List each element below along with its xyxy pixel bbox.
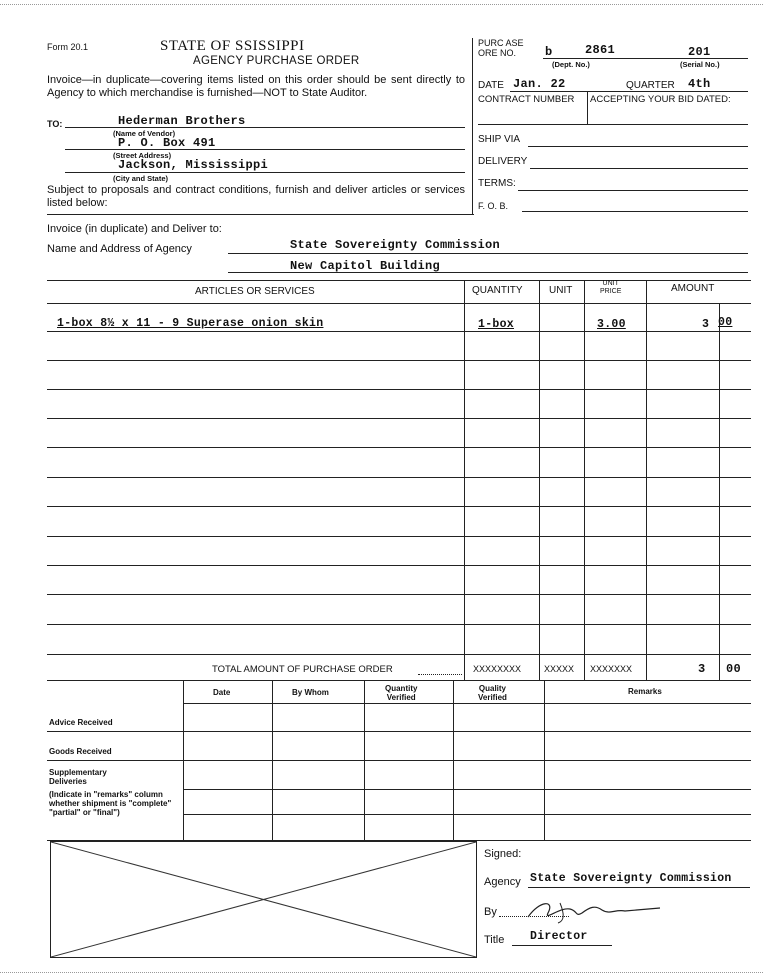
- receipt-row-line-3: [183, 789, 751, 790]
- by-label: By: [484, 906, 497, 918]
- col-header-amount: AMOUNT: [671, 283, 715, 294]
- po-number-line: [543, 58, 748, 59]
- table-row-line: [47, 565, 751, 566]
- sig-agency-line: [528, 887, 750, 888]
- serial-number: 201: [688, 45, 711, 59]
- line-item-amount-cents: 00: [718, 316, 733, 329]
- scan-edge-top: [0, 4, 763, 5]
- title-label: Title: [484, 934, 505, 946]
- vendor-name-line: [65, 127, 465, 128]
- total-leader: [418, 674, 462, 675]
- row-advice-received: Advice Received: [49, 718, 113, 727]
- invoice-instructions: Invoice—in duplicate—covering items listed on this order should be sent directly to Agency to which merchandise is furnished—NOT to State Auditor.: [47, 74, 465, 99]
- form-number: Form 20.1: [47, 42, 89, 52]
- vendor-street: P. O. Box 491: [118, 136, 216, 150]
- invoice-deliver-label: Invoice (in duplicate) and Deliver to:: [47, 223, 222, 235]
- po-prefix: b: [545, 45, 553, 59]
- col-divider-quantity: [539, 280, 540, 680]
- vendor-name-caption: (Name of Vendor): [113, 129, 176, 138]
- receipt-row-line-2: [47, 760, 751, 761]
- vendor-city-caption: (City and State): [113, 174, 169, 183]
- table-row-line: [47, 389, 751, 390]
- total-label: TOTAL AMOUNT OF PURCHASE ORDER: [212, 664, 393, 675]
- vendor-city-line: [65, 172, 465, 173]
- vendor-street-line: [65, 149, 465, 150]
- line-item-unit-price: 3.00: [597, 318, 626, 331]
- quarter-value: 4th: [688, 77, 711, 91]
- vendor-city: Jackson, Mississippi: [118, 158, 269, 172]
- header-divider: [472, 38, 473, 214]
- table-row-line: [47, 594, 751, 595]
- row-supplementary: Supplementary Deliveries: [49, 768, 107, 786]
- table-row-line: [47, 624, 751, 625]
- col-divider-articles: [464, 280, 465, 680]
- delivery-line: [530, 168, 748, 169]
- quarter-label: QUARTER: [626, 80, 675, 91]
- void-box: [50, 841, 477, 958]
- scan-edge-bottom: [0, 972, 763, 973]
- vendor-name: Hederman Brothers: [118, 114, 246, 128]
- table-row-line: [47, 360, 751, 361]
- receipt-header-date: Date: [213, 688, 231, 697]
- date-line: [510, 91, 748, 92]
- terms-line: [518, 190, 748, 191]
- total-qty-mask: XXXXXXXX: [473, 664, 522, 674]
- row-remarks-note: (Indicate in "remarks" column whether shipment is "complete" "partial" or "final"): [49, 790, 172, 817]
- col-header-quantity: QUANTITY: [472, 285, 523, 296]
- contract-number-label: CONTRACT NUMBER: [478, 94, 575, 105]
- header-bottom-line: [47, 214, 474, 215]
- form-title: AGENCY PURCHASE ORDER: [193, 55, 360, 67]
- col-header-unit: UNIT: [549, 285, 573, 296]
- agency-address-label: Name and Address of Agency: [47, 243, 192, 255]
- table-row-line: [47, 654, 751, 655]
- state-title: STATE OF SSISSIPPI: [160, 38, 305, 54]
- accepting-bid-label: ACCEPTING YOUR BID DATED:: [590, 94, 731, 105]
- agency-name-line: [228, 253, 748, 254]
- contract-line: [478, 124, 748, 125]
- table-row-line: [47, 447, 751, 448]
- line-item-article: 1-box 8½ x 11 - 9 Superase onion skin: [57, 317, 324, 330]
- po-number-label: PURC ASE ORE NO.: [478, 38, 524, 58]
- col-header-unit-price: UNIT PRICE: [600, 280, 622, 295]
- serial-caption: (Serial No.): [680, 60, 720, 69]
- ship-via-line: [528, 146, 748, 147]
- vendor-street-caption: (Street Address): [113, 151, 172, 160]
- delivery-label: DELIVERY: [478, 156, 528, 167]
- title-value: Director: [530, 930, 588, 943]
- agency-address: New Capitol Building: [290, 259, 441, 273]
- receipt-row-line-4: [183, 814, 751, 815]
- table-row-line: [47, 506, 751, 507]
- col-divider-price: [646, 280, 647, 680]
- agency-name: State Sovereignty Commission: [290, 238, 501, 252]
- void-cross-icon: [51, 842, 476, 957]
- receipt-header-bywhom: By Whom: [292, 688, 329, 697]
- table-row-line: [47, 418, 751, 419]
- row-goods-received: Goods Received: [49, 747, 112, 756]
- receipt-header-line: [183, 703, 751, 704]
- table-row-line: [47, 536, 751, 537]
- receipt-header-quality-verified: Quality Verified: [478, 684, 507, 702]
- table-row-line: [47, 477, 751, 478]
- total-price-mask: XXXXXXX: [590, 664, 633, 674]
- sig-agency-value: State Sovereignty Commission: [530, 872, 732, 885]
- table-bottom-line: [47, 680, 751, 681]
- table-row-line: [47, 331, 751, 332]
- date-value: Jan. 22: [513, 77, 566, 91]
- total-unit-mask: XXXXX: [544, 664, 575, 674]
- handwritten-signature-icon: [520, 895, 670, 925]
- receipt-header-remarks: Remarks: [628, 687, 662, 696]
- sig-agency-label: Agency: [484, 876, 521, 888]
- total-cents: 00: [726, 662, 742, 676]
- receipt-header-qty-verified: Quantity Verified: [385, 684, 418, 702]
- signed-label: Signed:: [484, 848, 522, 860]
- agency-address-line: [228, 272, 748, 273]
- fob-line: [522, 211, 748, 212]
- dept-number: 2861: [585, 43, 616, 57]
- ship-via-label: SHIP VIA: [478, 134, 521, 145]
- line-item-quantity: 1-box: [478, 318, 515, 331]
- total-dollars: 3: [698, 662, 706, 676]
- title-line: [512, 945, 612, 946]
- subject-text: Subject to proposals and contract conditions, furnish and deliver articles or services listed below:: [47, 184, 465, 209]
- col-header-articles: ARTICLES OR SERVICES: [195, 286, 315, 297]
- receipt-row-line-1: [47, 731, 751, 732]
- fob-label: F. O. B.: [478, 201, 509, 211]
- to-label: TO:: [47, 119, 63, 129]
- col-divider-unit: [584, 280, 585, 680]
- dept-caption: (Dept. No.): [552, 60, 590, 69]
- terms-label: TERMS:: [478, 178, 516, 189]
- contract-divider: [587, 92, 588, 124]
- line-item-amount-dollars: 3: [702, 318, 710, 331]
- date-label: DATE: [478, 80, 504, 91]
